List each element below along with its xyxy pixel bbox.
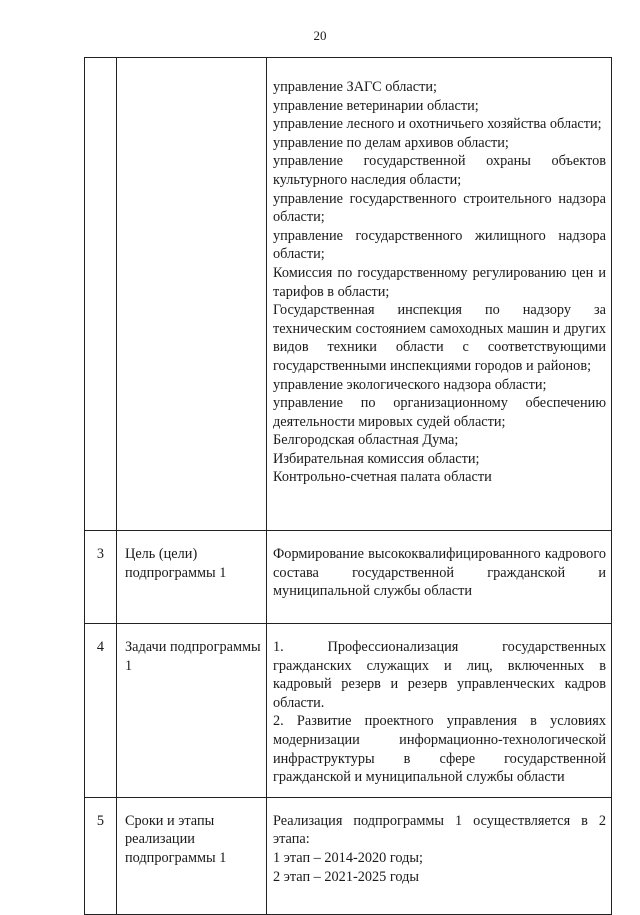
row-content: Формирование высококвалифицированного кадрового состава государственной гражданской и муниципальной службы области: [267, 531, 612, 624]
table-row-continuation: [85, 58, 612, 531]
row-content: [267, 797, 612, 914]
task-item: 2. Развитие проектного управления в условиях модернизации информационно-технологической инфраструктуры в сфере государственной гражданской и муниципальной службы области: [273, 713, 606, 786]
list-item: управление ветеринарии области;: [273, 97, 479, 114]
row-number: 3: [85, 531, 117, 624]
list-item: управление по делам архивов области;: [273, 134, 509, 151]
passport-table: [84, 57, 612, 915]
list-item: управление по организационному обеспечению деятельности мировых судей области;: [273, 395, 606, 430]
list-item: Комиссия по государственному регулированию цен и тарифов в области;: [273, 264, 606, 300]
row-name: Задачи подпрограммы 1: [117, 624, 267, 798]
list-item: Контрольно-счетная палата области: [273, 469, 492, 486]
row-content: [267, 624, 612, 798]
list-item: управление лесного и охотничьего хозяйства области;: [273, 116, 602, 133]
list-item: управление государственного строительного надзора области;: [273, 190, 606, 226]
row-name: Сроки и этапы реализации подпрограммы 1: [117, 797, 267, 914]
list-item: Избирательная комиссия области;: [273, 450, 480, 467]
list-item: управление государственного жилищного надзора области;: [273, 227, 606, 263]
task-item: 1. Профессионализация государственных гражданских служащих и лиц, включенных в кадровый резерв и резерв управленческих кадров области.: [273, 639, 606, 711]
list-item: управление ЗАГС области;: [273, 79, 437, 95]
row-number: 5: [85, 797, 117, 914]
table-row-tasks: [85, 624, 612, 798]
row-number: 4: [85, 624, 117, 798]
number-cell: [85, 58, 117, 531]
row-name: Цель (цели) подпрограммы 1: [117, 531, 267, 624]
timeline-text: Реализация подпрограммы 1 осуществляется в 2 этапа:: [273, 812, 606, 848]
table-row-timeline: [85, 797, 612, 914]
content-cell: [267, 58, 612, 531]
stage-item: 1 этап – 2014-2020 годы;: [273, 849, 424, 866]
list-item: управление государственной охраны объектов культурного наследия области;: [273, 153, 606, 188]
list-item: управление экологического надзора области;: [273, 376, 547, 393]
page-number: 20: [313, 28, 327, 43]
name-cell: [117, 58, 267, 531]
list-item: Белгородская областная Дума;: [273, 432, 459, 449]
table-row-goal: [85, 531, 612, 624]
stage-item: 2 этап – 2021-2025 годы: [273, 868, 420, 885]
list-item: Государственная инспекция по надзору за техническим состоянием самоходных машин и других видов техники области с соответствующими государственными инспекциями городов и районов;: [273, 302, 606, 374]
